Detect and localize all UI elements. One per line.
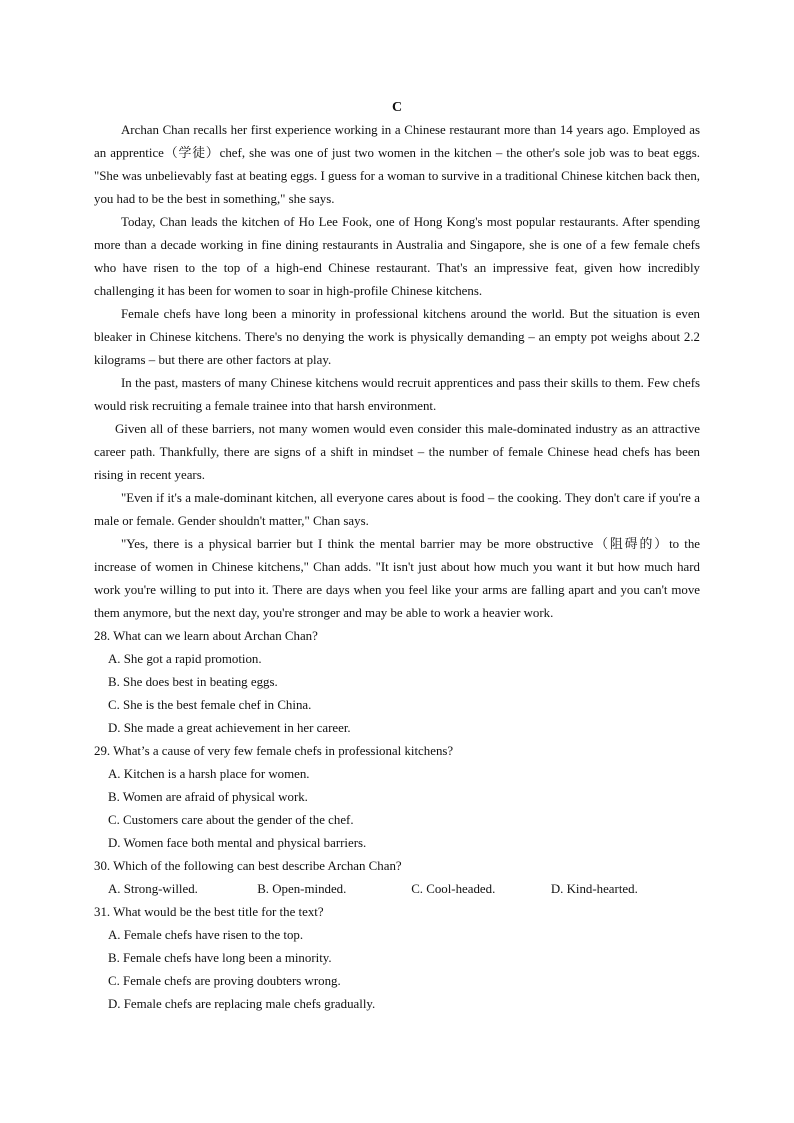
- question-stem: 28. What can we learn about Archan Chan?: [94, 629, 318, 643]
- question-stem: 31. What would be the best title for the text?: [94, 905, 324, 919]
- answer-options: [94, 648, 700, 740]
- option-a: A. She got a rapid promotion.: [108, 652, 262, 666]
- option-b: B. Open-minded.: [257, 882, 347, 896]
- answer-options: [94, 878, 700, 901]
- question-stem: 30. Which of the following can best describe Archan Chan?: [94, 859, 402, 873]
- question-28: [94, 625, 700, 740]
- paragraph-3: Female chefs have long been a minority in professional kitchens around the world. But the situation is even bleaker in Chinese kitchens. There's no denying the work is physically demanding – an empty pot weighs about 2.2 kilograms – but there are other factors at play.: [94, 307, 700, 367]
- section-title: C: [391, 100, 403, 115]
- question-29: [94, 740, 700, 855]
- option-a: A. Kitchen is a harsh place for women.: [108, 767, 310, 781]
- option-c: C. Cool-headed.: [411, 882, 496, 896]
- question-31: [94, 901, 700, 1016]
- option-c: C. Customers care about the gender of the chef.: [108, 813, 354, 827]
- paragraph-1: Archan Chan recalls her first experience working in a Chinese restaurant more than 14 years ago. Employed as an apprentice（学徒）chef, she was one of just two women in the kitchen – the other's sole job was to beat eggs. "She was unbelievably fast at beating eggs. I guess for a woman to survive in a traditional Chinese kitchen back then, you had to be the best in something," she says.: [94, 123, 700, 206]
- option-d: D. Kind-hearted.: [550, 882, 638, 896]
- question-30: [94, 855, 700, 901]
- option-b: B. Female chefs have long been a minority.: [108, 951, 332, 965]
- option-d: D. Women face both mental and physical barriers.: [108, 836, 367, 850]
- question-stem: 29. What’s a cause of very few female chefs in professional kitchens?: [94, 744, 454, 758]
- paragraph-5: Given all of these barriers, not many women would even consider this male-dominated industry as an attractive career path. Thankfully, there are signs of a shift in mindset – the number of female Chinese head chefs has been rising in recent years.: [94, 422, 700, 482]
- option-c: C. Female chefs are proving doubters wrong.: [108, 974, 341, 988]
- option-a: A. Strong-willed.: [108, 882, 198, 896]
- option-a: A. Female chefs have risen to the top.: [108, 928, 304, 942]
- answer-options: [94, 763, 700, 855]
- paragraph-2: Today, Chan leads the kitchen of Ho Lee Fook, one of Hong Kong's most popular restaurants. After spending more than a decade working in fine dining restaurants in Australia and Singapore, she is one of a few female chefs who have risen to the top of a high-end Chinese restaurant. That's an impressive feat, given how incredibly challenging it has been for women to soar in high-profile Chinese kitchens.: [94, 215, 700, 298]
- paragraph-6: "Even if it's a male-dominant kitchen, all everyone cares about is food – the cooking. They don't care if you're a male or female. Gender shouldn't matter," Chan says.: [94, 491, 700, 528]
- option-b: B. She does best in beating eggs.: [108, 675, 278, 689]
- reading-passage: [94, 97, 700, 1016]
- option-b: B. Women are afraid of physical work.: [108, 790, 308, 804]
- option-d: D. Female chefs are replacing male chefs gradually.: [108, 997, 376, 1011]
- paragraph-7: "Yes, there is a physical barrier but I think the mental barrier may be more obstructive（阻碍的）to the increase of women in Chinese kitchens," Chan adds. "It isn't just about how much you want it but how much hard work you're willing to put into it. There are days when you feel like your arms are falling apart and you can't move them anymore, but the next day, you're stronger and may be able to work a heavier work.: [94, 537, 700, 620]
- paragraph-4: In the past, masters of many Chinese kitchens would recruit apprentices and pass their skills to them. Few chefs would risk recruiting a female trainee into that harsh environment.: [94, 376, 700, 413]
- option-d: D. She made a great achievement in her career.: [108, 721, 351, 735]
- option-c: C. She is the best female chef in China.: [108, 698, 312, 712]
- answer-options: [94, 924, 700, 1016]
